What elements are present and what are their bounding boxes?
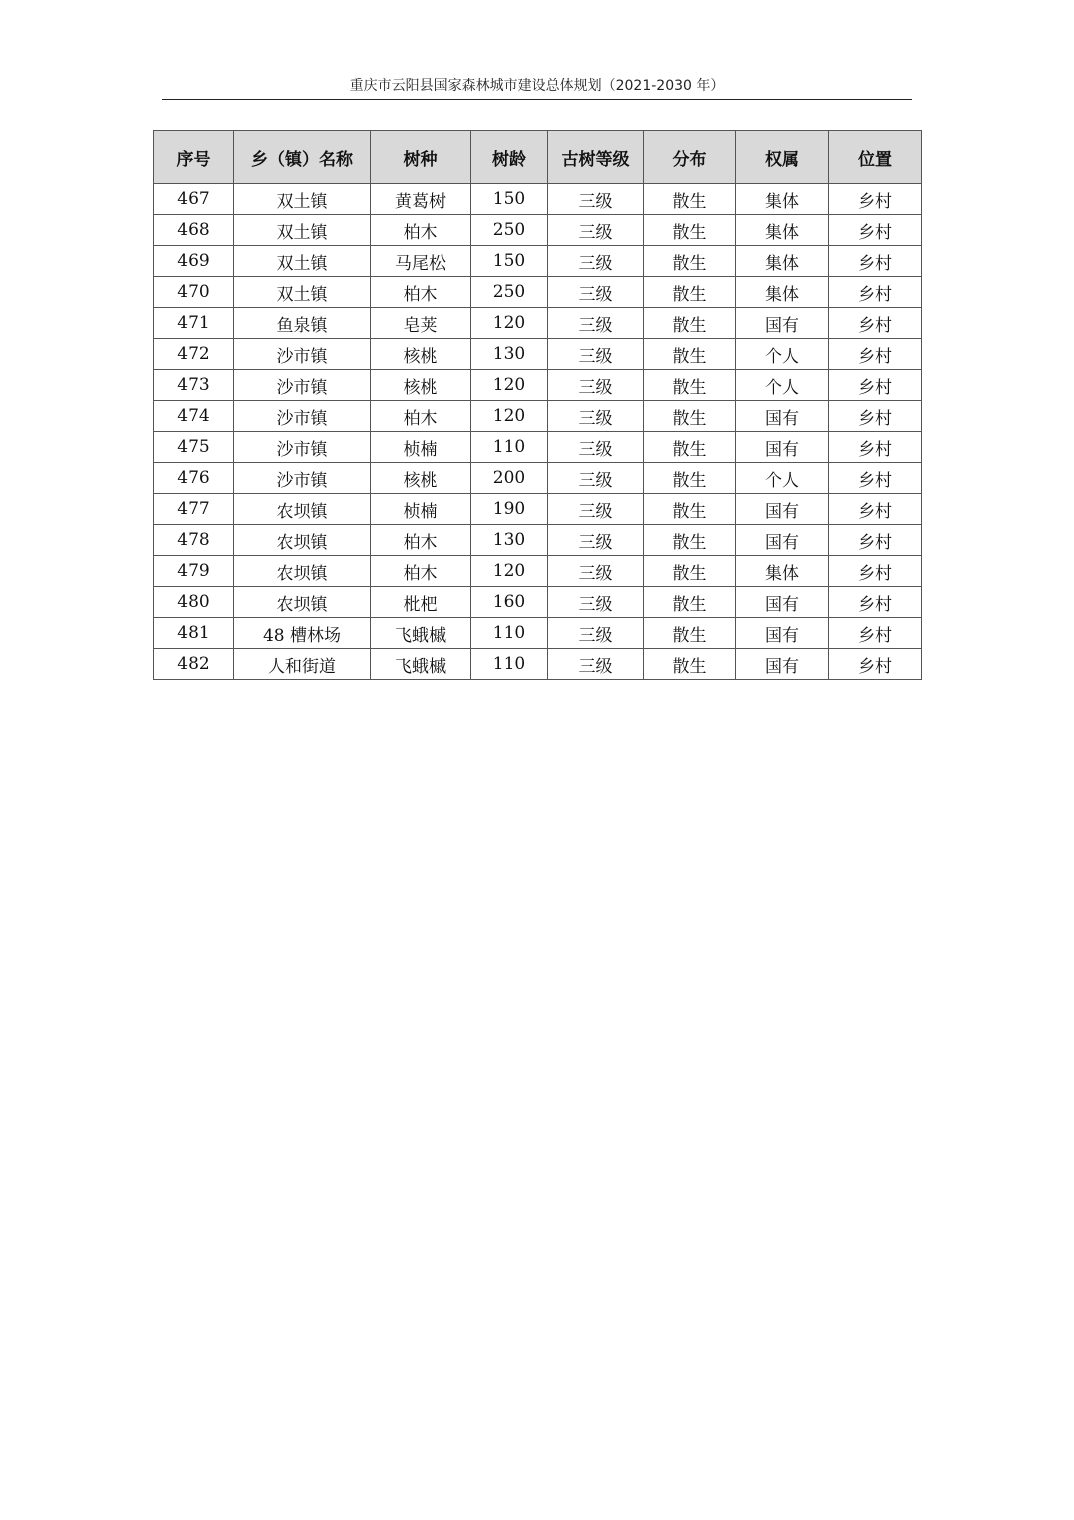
cell-ownership: 集体 xyxy=(736,215,829,246)
cell-serial: 469 xyxy=(154,246,234,277)
cell-township: 沙市镇 xyxy=(234,370,371,401)
cell-ownership: 集体 xyxy=(736,246,829,277)
cell-distribution: 散生 xyxy=(644,215,736,246)
table-row xyxy=(154,184,922,215)
cell-species: 柏木 xyxy=(371,215,471,246)
cell-distribution: 散生 xyxy=(644,649,736,680)
cell-species: 桢楠 xyxy=(371,494,471,525)
cell-township: 48 槽林场 xyxy=(234,618,371,649)
cell-location: 乡村 xyxy=(829,370,922,401)
cell-location: 乡村 xyxy=(829,184,922,215)
cell-serial: 468 xyxy=(154,215,234,246)
column-header-location: 位置 xyxy=(829,131,922,184)
cell-species: 核桃 xyxy=(371,463,471,494)
cell-distribution: 散生 xyxy=(644,184,736,215)
cell-distribution: 散生 xyxy=(644,246,736,277)
cell-age: 190 xyxy=(471,494,548,525)
cell-ownership: 个人 xyxy=(736,370,829,401)
cell-grade: 三级 xyxy=(548,618,644,649)
cell-age: 160 xyxy=(471,587,548,618)
cell-distribution: 散生 xyxy=(644,556,736,587)
cell-distribution: 散生 xyxy=(644,339,736,370)
cell-species: 柏木 xyxy=(371,277,471,308)
cell-township: 沙市镇 xyxy=(234,463,371,494)
cell-distribution: 散生 xyxy=(644,494,736,525)
table-row xyxy=(154,463,922,494)
cell-grade: 三级 xyxy=(548,525,644,556)
cell-serial: 482 xyxy=(154,649,234,680)
cell-distribution: 散生 xyxy=(644,277,736,308)
table-row xyxy=(154,370,922,401)
cell-species: 柏木 xyxy=(371,401,471,432)
cell-ownership: 国有 xyxy=(736,401,829,432)
column-header-township: 乡（镇）名称 xyxy=(234,131,371,184)
cell-serial: 472 xyxy=(154,339,234,370)
table-row xyxy=(154,556,922,587)
cell-distribution: 散生 xyxy=(644,463,736,494)
table-row xyxy=(154,525,922,556)
cell-grade: 三级 xyxy=(548,432,644,463)
cell-township: 人和街道 xyxy=(234,649,371,680)
cell-distribution: 散生 xyxy=(644,370,736,401)
cell-serial: 477 xyxy=(154,494,234,525)
cell-location: 乡村 xyxy=(829,246,922,277)
cell-ownership: 国有 xyxy=(736,308,829,339)
cell-age: 150 xyxy=(471,184,548,215)
column-header-ownership: 权属 xyxy=(736,131,829,184)
cell-species: 飞蛾槭 xyxy=(371,649,471,680)
cell-species: 核桃 xyxy=(371,370,471,401)
cell-ownership: 个人 xyxy=(736,339,829,370)
cell-species: 黄葛树 xyxy=(371,184,471,215)
cell-grade: 三级 xyxy=(548,184,644,215)
table-row xyxy=(154,494,922,525)
cell-location: 乡村 xyxy=(829,277,922,308)
cell-grade: 三级 xyxy=(548,463,644,494)
cell-ownership: 国有 xyxy=(736,432,829,463)
cell-grade: 三级 xyxy=(548,277,644,308)
cell-location: 乡村 xyxy=(829,587,922,618)
cell-grade: 三级 xyxy=(548,649,644,680)
cell-grade: 三级 xyxy=(548,401,644,432)
cell-township: 农坝镇 xyxy=(234,587,371,618)
cell-township: 双土镇 xyxy=(234,246,371,277)
cell-township: 沙市镇 xyxy=(234,339,371,370)
cell-age: 120 xyxy=(471,556,548,587)
table-row xyxy=(154,215,922,246)
cell-ownership: 国有 xyxy=(736,525,829,556)
column-header-grade: 古树等级 xyxy=(548,131,644,184)
cell-location: 乡村 xyxy=(829,463,922,494)
cell-serial: 471 xyxy=(154,308,234,339)
cell-location: 乡村 xyxy=(829,556,922,587)
cell-serial: 475 xyxy=(154,432,234,463)
cell-species: 核桃 xyxy=(371,339,471,370)
cell-species: 枇杷 xyxy=(371,587,471,618)
cell-township: 双土镇 xyxy=(234,215,371,246)
column-header-age: 树龄 xyxy=(471,131,548,184)
cell-grade: 三级 xyxy=(548,494,644,525)
cell-distribution: 散生 xyxy=(644,587,736,618)
table-row xyxy=(154,277,922,308)
table-row xyxy=(154,649,922,680)
table-row xyxy=(154,587,922,618)
cell-ownership: 个人 xyxy=(736,463,829,494)
cell-township: 双土镇 xyxy=(234,184,371,215)
cell-ownership: 集体 xyxy=(736,184,829,215)
cell-distribution: 散生 xyxy=(644,432,736,463)
cell-age: 110 xyxy=(471,618,548,649)
cell-ownership: 国有 xyxy=(736,587,829,618)
cell-grade: 三级 xyxy=(548,339,644,370)
cell-location: 乡村 xyxy=(829,308,922,339)
table-row xyxy=(154,432,922,463)
cell-species: 飞蛾槭 xyxy=(371,618,471,649)
cell-township: 农坝镇 xyxy=(234,494,371,525)
cell-ownership: 集体 xyxy=(736,277,829,308)
cell-serial: 476 xyxy=(154,463,234,494)
page-header-title: 重庆市云阳县国家森林城市建设总体规划（2021-2030 年） xyxy=(349,78,725,94)
column-header-serial: 序号 xyxy=(154,131,234,184)
cell-serial: 470 xyxy=(154,277,234,308)
cell-location: 乡村 xyxy=(829,649,922,680)
cell-location: 乡村 xyxy=(829,339,922,370)
cell-species: 柏木 xyxy=(371,525,471,556)
cell-township: 沙市镇 xyxy=(234,432,371,463)
cell-species: 桢楠 xyxy=(371,432,471,463)
cell-ownership: 集体 xyxy=(736,556,829,587)
cell-age: 200 xyxy=(471,463,548,494)
table-body xyxy=(154,184,922,680)
cell-age: 150 xyxy=(471,246,548,277)
cell-grade: 三级 xyxy=(548,587,644,618)
cell-grade: 三级 xyxy=(548,215,644,246)
cell-species: 皂荚 xyxy=(371,308,471,339)
cell-serial: 481 xyxy=(154,618,234,649)
cell-location: 乡村 xyxy=(829,525,922,556)
cell-location: 乡村 xyxy=(829,432,922,463)
cell-age: 120 xyxy=(471,370,548,401)
cell-serial: 478 xyxy=(154,525,234,556)
cell-age: 250 xyxy=(471,215,548,246)
cell-age: 120 xyxy=(471,308,548,339)
column-header-species: 树种 xyxy=(371,131,471,184)
page-header xyxy=(162,72,912,100)
table-row xyxy=(154,246,922,277)
cell-township: 沙市镇 xyxy=(234,401,371,432)
cell-township: 双土镇 xyxy=(234,277,371,308)
cell-township: 鱼泉镇 xyxy=(234,308,371,339)
cell-township: 农坝镇 xyxy=(234,556,371,587)
cell-serial: 479 xyxy=(154,556,234,587)
ancient-tree-table xyxy=(153,130,922,680)
cell-grade: 三级 xyxy=(548,246,644,277)
cell-location: 乡村 xyxy=(829,215,922,246)
cell-grade: 三级 xyxy=(548,308,644,339)
cell-age: 130 xyxy=(471,525,548,556)
cell-distribution: 散生 xyxy=(644,525,736,556)
cell-age: 110 xyxy=(471,649,548,680)
column-header-distribution: 分布 xyxy=(644,131,736,184)
cell-serial: 474 xyxy=(154,401,234,432)
cell-location: 乡村 xyxy=(829,618,922,649)
cell-township: 农坝镇 xyxy=(234,525,371,556)
cell-age: 120 xyxy=(471,401,548,432)
cell-distribution: 散生 xyxy=(644,308,736,339)
table-row xyxy=(154,308,922,339)
cell-location: 乡村 xyxy=(829,494,922,525)
cell-age: 250 xyxy=(471,277,548,308)
cell-ownership: 国有 xyxy=(736,494,829,525)
table-row xyxy=(154,401,922,432)
cell-age: 130 xyxy=(471,339,548,370)
cell-serial: 473 xyxy=(154,370,234,401)
table-row xyxy=(154,339,922,370)
cell-species: 马尾松 xyxy=(371,246,471,277)
table-row xyxy=(154,618,922,649)
cell-distribution: 散生 xyxy=(644,401,736,432)
cell-grade: 三级 xyxy=(548,370,644,401)
cell-grade: 三级 xyxy=(548,556,644,587)
table-header-row xyxy=(154,131,922,184)
cell-location: 乡村 xyxy=(829,401,922,432)
cell-ownership: 国有 xyxy=(736,618,829,649)
cell-ownership: 国有 xyxy=(736,649,829,680)
cell-distribution: 散生 xyxy=(644,618,736,649)
cell-serial: 480 xyxy=(154,587,234,618)
cell-species: 柏木 xyxy=(371,556,471,587)
cell-serial: 467 xyxy=(154,184,234,215)
cell-age: 110 xyxy=(471,432,548,463)
